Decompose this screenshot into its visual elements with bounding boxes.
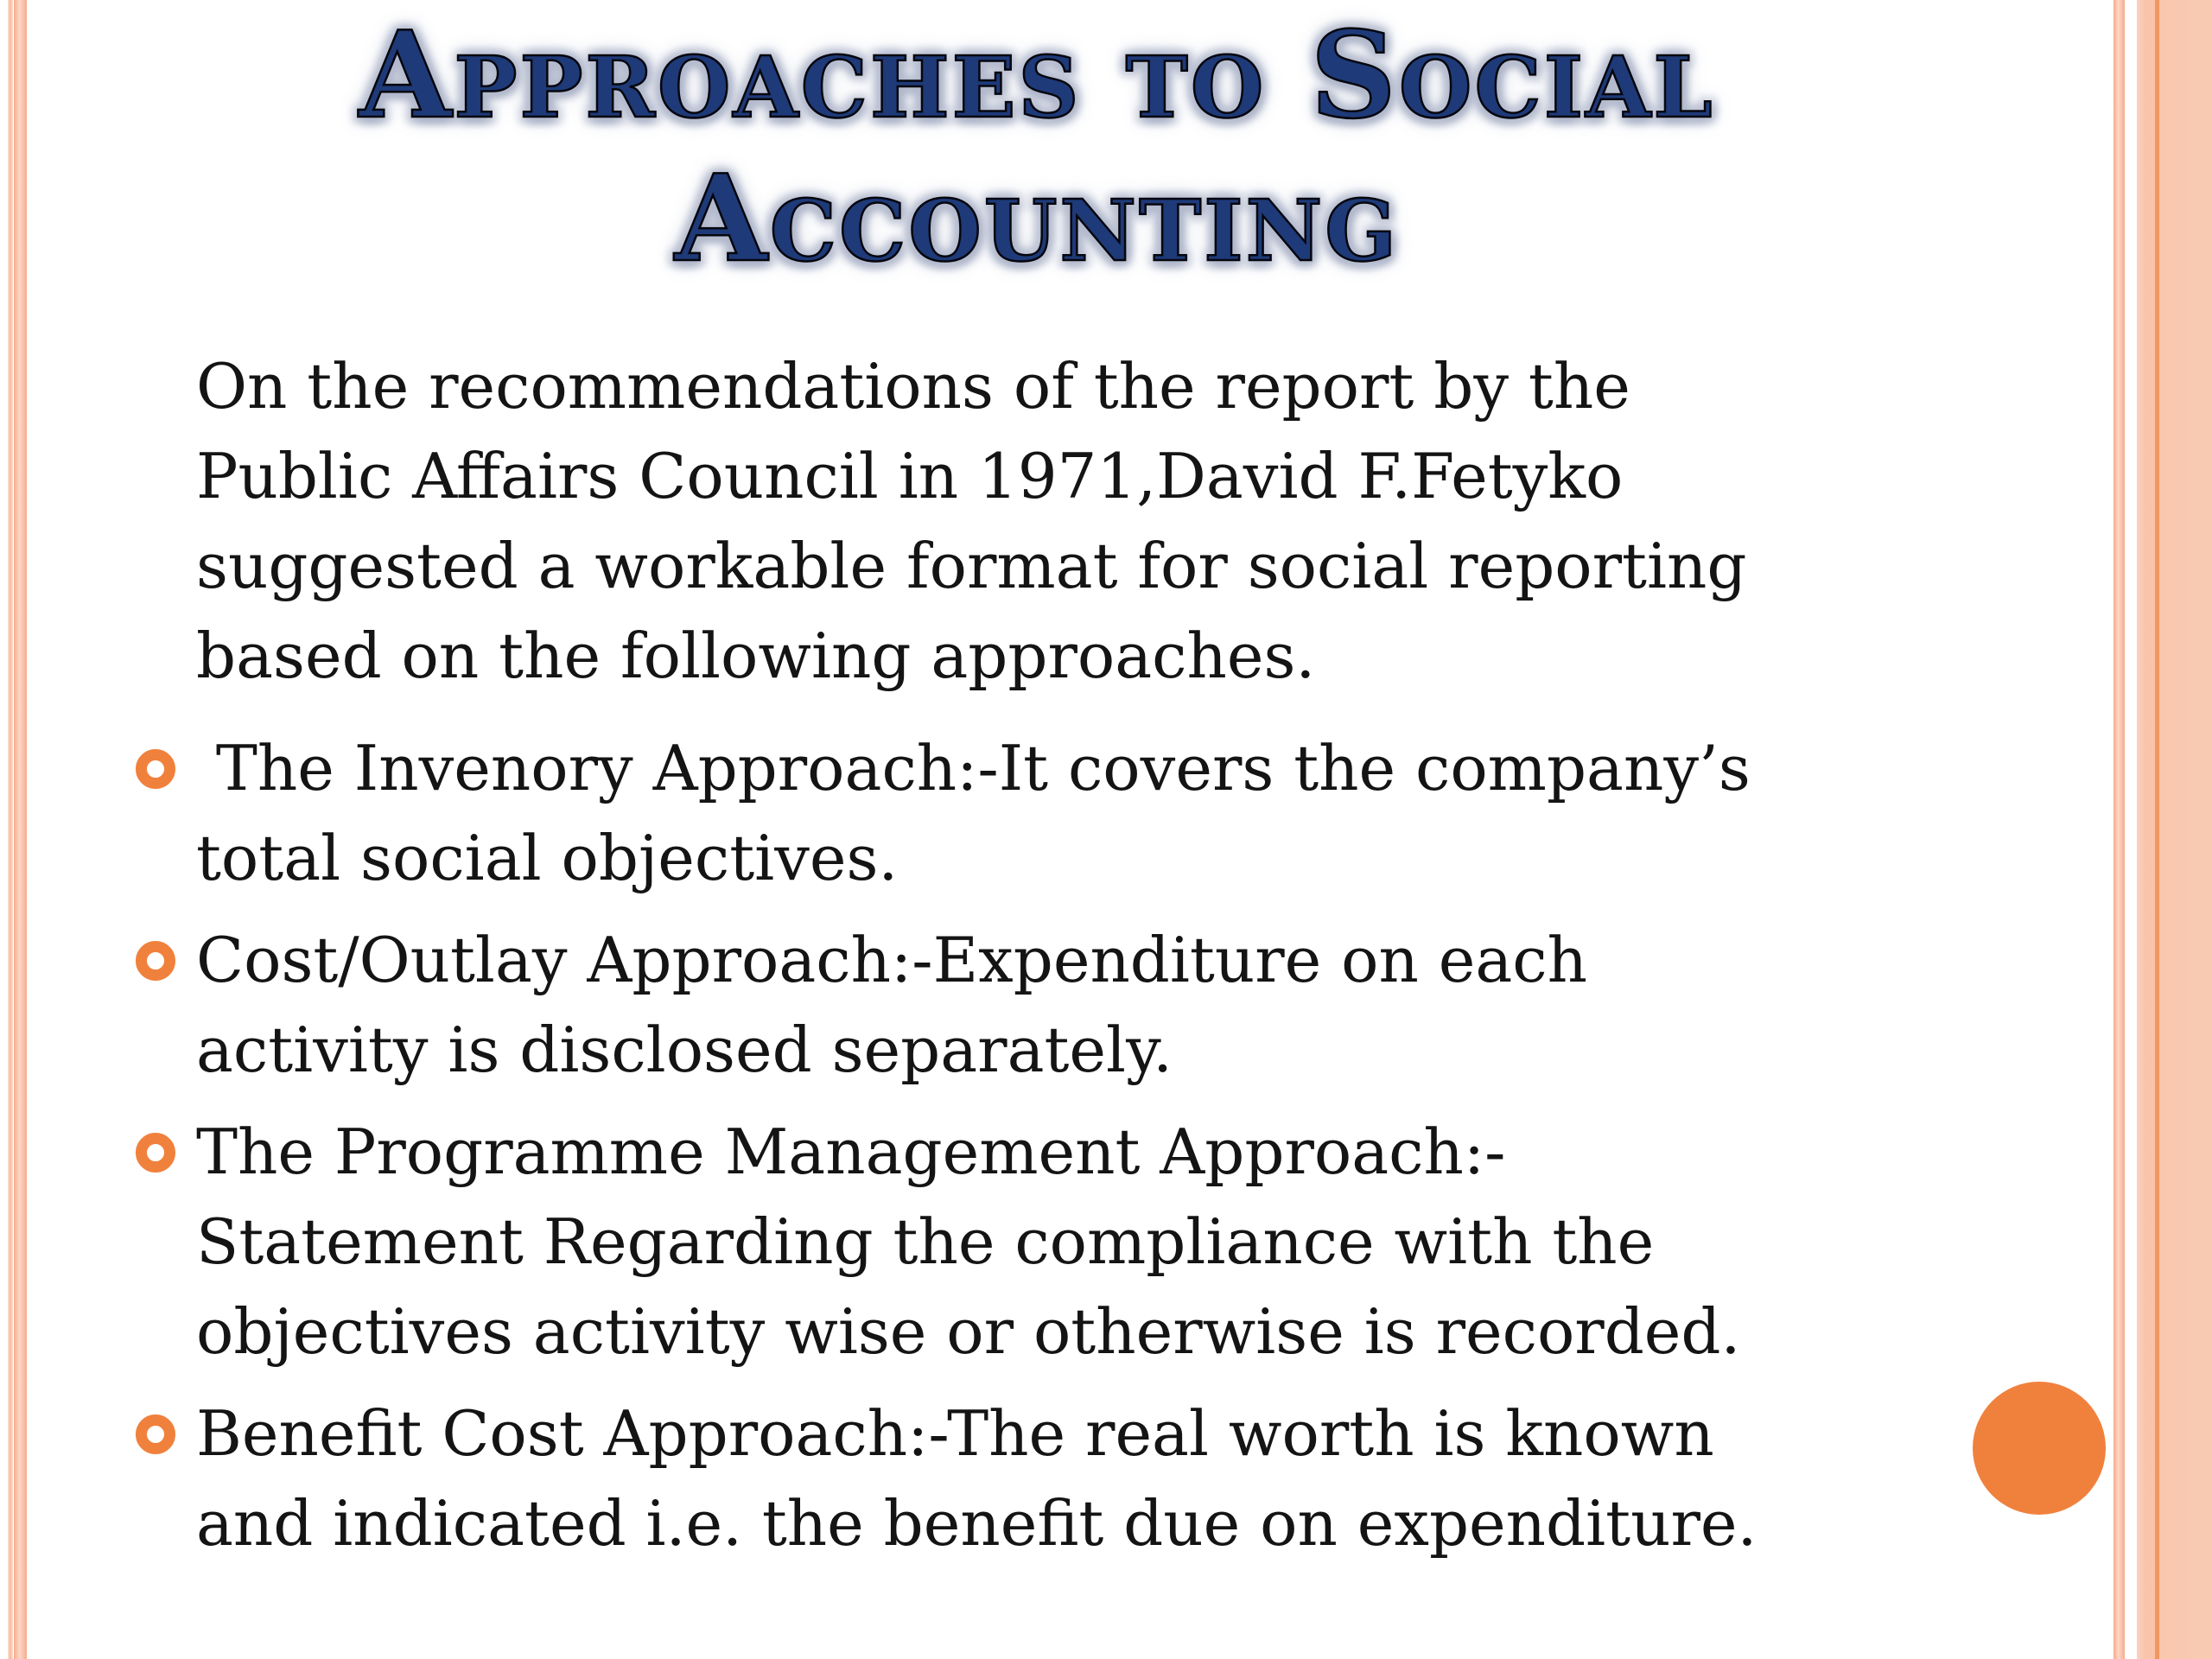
bullet-line: and indicated i.e. the benefit due on expenditure. <box>196 1487 1758 1560</box>
bullet-item <box>134 1107 2121 1376</box>
bullet-line: Statement Regarding the compliance with the <box>196 1205 1655 1278</box>
slide-title-line-2: Accounting <box>674 148 1400 289</box>
bullet-ring-icon <box>136 1414 175 1454</box>
bullet-line: Cost/Outlay Approach:-Expenditure on each <box>196 924 1587 996</box>
bullet-line: Benefit Cost Approach:-The real worth is known <box>196 1397 1714 1470</box>
bullet-ring-icon <box>136 941 175 981</box>
bullet-item <box>134 1389 2121 1568</box>
paragraph-line: Public Affairs Council in 1971,David F.Fetyko <box>196 440 1624 512</box>
paragraph-line: On the recommendations of the report by the <box>196 350 1630 423</box>
bullet-ring-icon <box>136 749 175 789</box>
slide-title <box>0 3 2074 290</box>
bullet-line: objectives activity wise or otherwise is recorded. <box>196 1295 1741 1368</box>
body-paragraph <box>134 341 2121 701</box>
paragraph-line: suggested a workable format for social reporting <box>196 530 1747 602</box>
slide-title-line-1: Approaches to Social <box>359 4 1715 145</box>
decorative-orange-circle <box>1973 1382 2106 1515</box>
bullet-ring-icon <box>136 1133 175 1173</box>
bullet-item <box>134 915 2121 1095</box>
bullet-list <box>134 723 2121 1568</box>
bullet-line: activity is disclosed separately. <box>196 1014 1173 1086</box>
bullet-item <box>134 723 2121 903</box>
bullet-line: total social objectives. <box>196 822 899 894</box>
right-border-band <box>2137 0 2212 1659</box>
paragraph-line: based on the following approaches. <box>196 620 1316 692</box>
bullet-line: The Programme Management Approach:- <box>196 1116 1506 1188</box>
bullet-line: The Invenory Approach:-It covers the company’s <box>196 732 1751 804</box>
slide-body <box>134 341 2121 1580</box>
